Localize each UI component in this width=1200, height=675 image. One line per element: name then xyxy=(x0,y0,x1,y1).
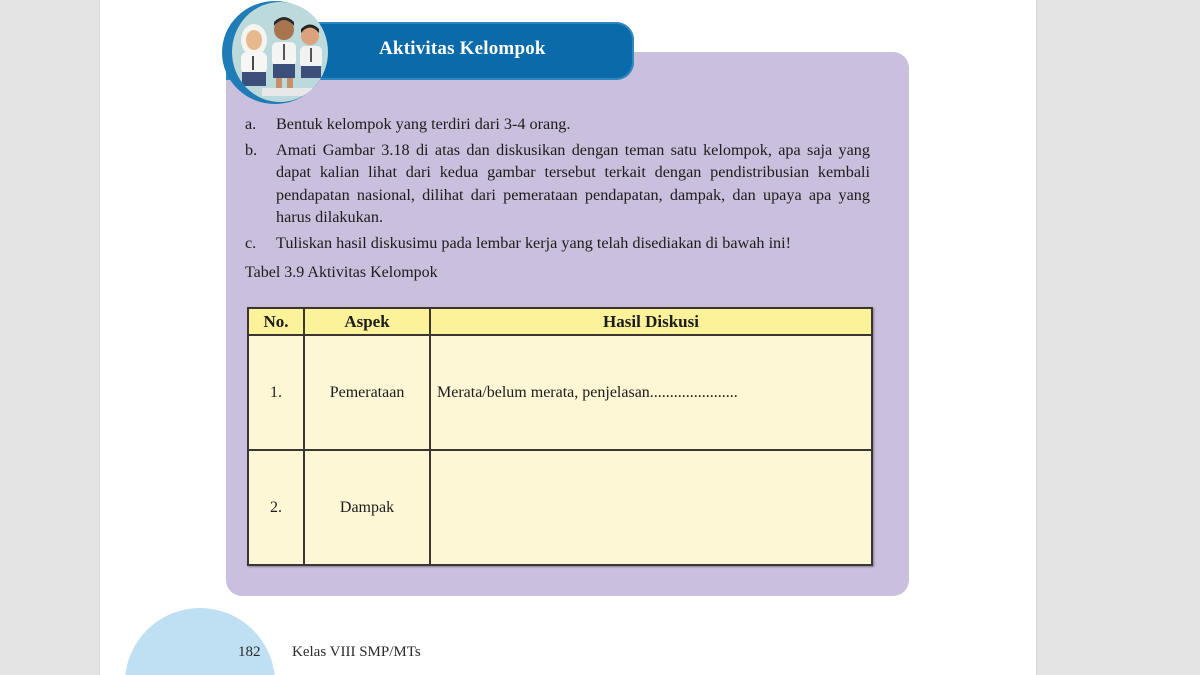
activity-content xyxy=(245,113,870,285)
instruction-marker: c. xyxy=(245,233,257,252)
instruction-text: Tuliskan hasil diskusimu pada lembar kerja yang telah disediakan di bawah ini! xyxy=(276,233,792,252)
column-header-hasil-diskusi: Hasil Diskusi xyxy=(430,308,872,335)
activity-title: Aktivitas Kelompok xyxy=(379,38,546,59)
page-number: 182 xyxy=(238,644,261,660)
cell-no: 1. xyxy=(248,335,304,450)
instruction-item xyxy=(245,113,870,136)
cell-aspek: Dampak xyxy=(304,450,430,565)
instruction-text: Amati Gambar 3.18 di atas dan diskusikan dengan teman satu kelompok, apa saja yang dapat kalian lihat dari kedua gambar tersebut terkait dengan pendistribusian kembali pendapatan nasional, dilihat dari pemerataan pendapatan, dampak, dan upaya apa yang harus dilakukan. xyxy=(276,140,870,226)
textbook-page xyxy=(99,0,1037,675)
table-caption: Tabel 3.9 Aktivitas Kelompok xyxy=(245,264,438,281)
instruction-text: Bentuk kelompok yang terdiri dari 3-4 orang. xyxy=(276,115,571,133)
page-footer-text: Kelas VIII SMP/MTs xyxy=(292,644,421,660)
activity-table xyxy=(247,307,873,566)
students-group-icon xyxy=(232,2,328,102)
instruction-marker: b. xyxy=(245,140,258,159)
table-row xyxy=(248,450,872,565)
instruction-marker: a. xyxy=(245,115,257,133)
instruction-item xyxy=(245,139,870,229)
cell-aspek: Pemerataan xyxy=(304,335,430,450)
cell-hasil[interactable]: Merata/belum merata, penjelasan...................... xyxy=(430,335,872,450)
column-header-no: No. xyxy=(248,308,304,335)
instruction-item xyxy=(245,232,870,255)
cell-hasil[interactable] xyxy=(430,450,872,565)
table-row xyxy=(248,335,872,450)
table-header-row xyxy=(248,308,872,335)
page-corner-decoration xyxy=(125,608,275,675)
column-header-aspek: Aspek xyxy=(304,308,430,335)
cell-no: 2. xyxy=(248,450,304,565)
